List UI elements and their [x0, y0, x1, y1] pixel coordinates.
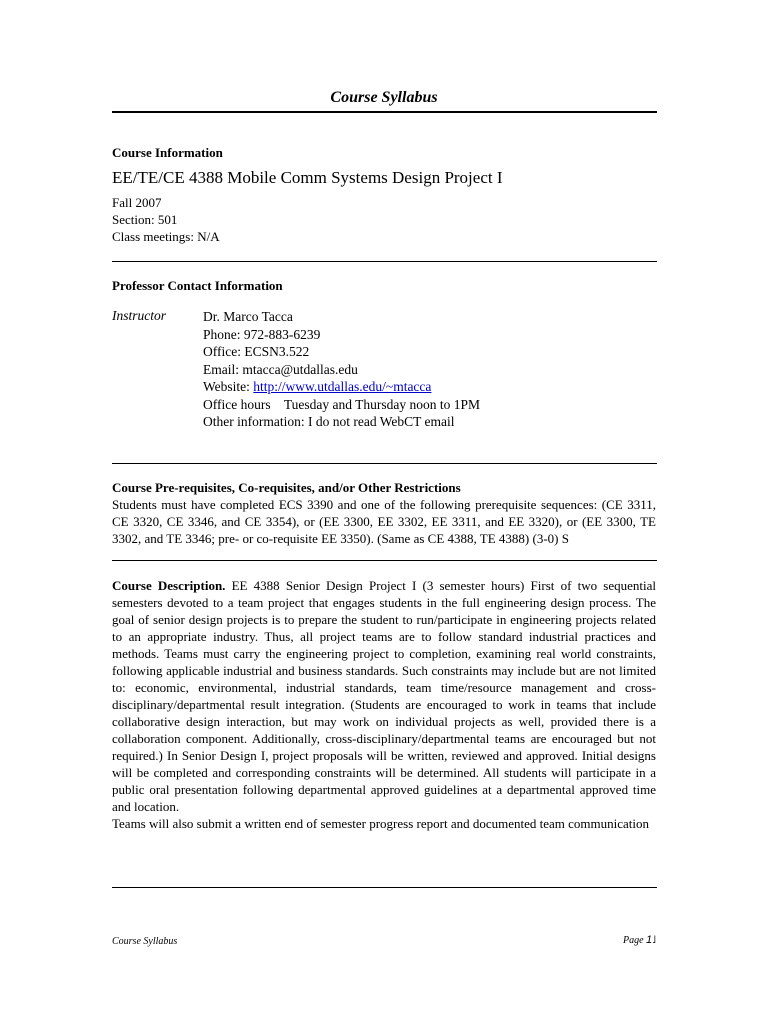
section-divider — [112, 261, 657, 262]
instructor-website — [203, 378, 480, 396]
page-label: Page — [623, 935, 647, 946]
prereq-heading: Course Pre-requisites, Co-requisites, and/or Other Restrictions — [112, 480, 461, 495]
instructor-details — [203, 308, 480, 431]
section-divider — [112, 560, 657, 561]
contact-heading: Professor Contact Information — [112, 278, 283, 293]
footer-course-syllabus: Course Syllabus — [112, 936, 178, 947]
instructor-office: Office: ECSN3.522 — [203, 344, 310, 359]
instructor-office-hours: Office hours Tuesday and Thursday noon to 1PM — [203, 396, 480, 412]
section-divider — [112, 463, 657, 464]
instructor-phone: Phone: 972-883-6239 — [203, 326, 321, 342]
page-title: Course Syllabus — [330, 89, 438, 106]
page-mark: ˩ — [652, 935, 656, 946]
course-meetings: Class meetings: N/A — [112, 229, 220, 244]
description-text-2: Teams will also submit a written end of semester progress report and documented team communication — [112, 816, 649, 831]
course-term: Fall 2007 — [112, 195, 162, 210]
instructor-other-info: Other information: I do not read WebCT email — [203, 414, 455, 429]
website-label: Website: — [203, 379, 254, 394]
instructor-name: Dr. Marco Tacca — [203, 309, 293, 324]
section-divider — [112, 887, 657, 888]
description-text: EE 4388 Senior Design Project I (3 semester hours) First of two sequential semesters devoted to a team project that engages students in the full engineering design process. The goal of senior design projects is to prepare the student to run/participate in engineering projects related to an appropriate industry. Thus, all project teams are to follow standard industrial practices and methods. Teams must carry the engineering project to completion, examining real world constraints, following applicable industrial and business standards. Such constraints may include but are not limited to: economic, environmental, industrial standards, team time/resource management and cross-disciplinary/departmental result integration. (Students are encouraged to work in teams that include collaborative design interaction, but may work on individual projects as well, provided there is a collaboration component. Additionally, cross-disciplinary/departmental teams are encouraged but not required.) In Senior Design I, project proposals will be written, reviewed and approved. Initial designs will be completed and corresponding constraints will be determined. All students will participate in a public oral presentation following departmental approved guidelines at a departmental approved time and location. — [112, 578, 656, 814]
prereq-text: Students must have completed ECS 3390 and one of the following prerequisite sequences: (CE 3311, CE 3320, CE 3346, and CE 3354), or (EE 3300, EE 3302, EE 3311, and EE 3320), or (EE 3300, TE 3302, and TE 3346; pre- or co-requisite EE 3350). (Same as CE 4388, TE 4388) (3-0) S — [112, 497, 656, 546]
title-rule — [112, 111, 657, 113]
website-link[interactable]: http://www.utdallas.edu/~mtacca — [253, 379, 432, 394]
course-section: Section: 501 — [112, 212, 178, 227]
instructor-email: Email: mtacca@utdallas.edu — [203, 361, 358, 377]
course-description — [112, 577, 656, 815]
course-info-heading: Course Information — [112, 145, 223, 160]
instructor-label: Instructor — [112, 308, 166, 323]
footer-page-number — [600, 934, 656, 946]
page-number: 1 — [646, 934, 653, 946]
description-lead: Course Description. — [112, 578, 226, 593]
course-title: EE/TE/CE 4388 Mobile Comm Systems Design Project I — [112, 168, 503, 187]
